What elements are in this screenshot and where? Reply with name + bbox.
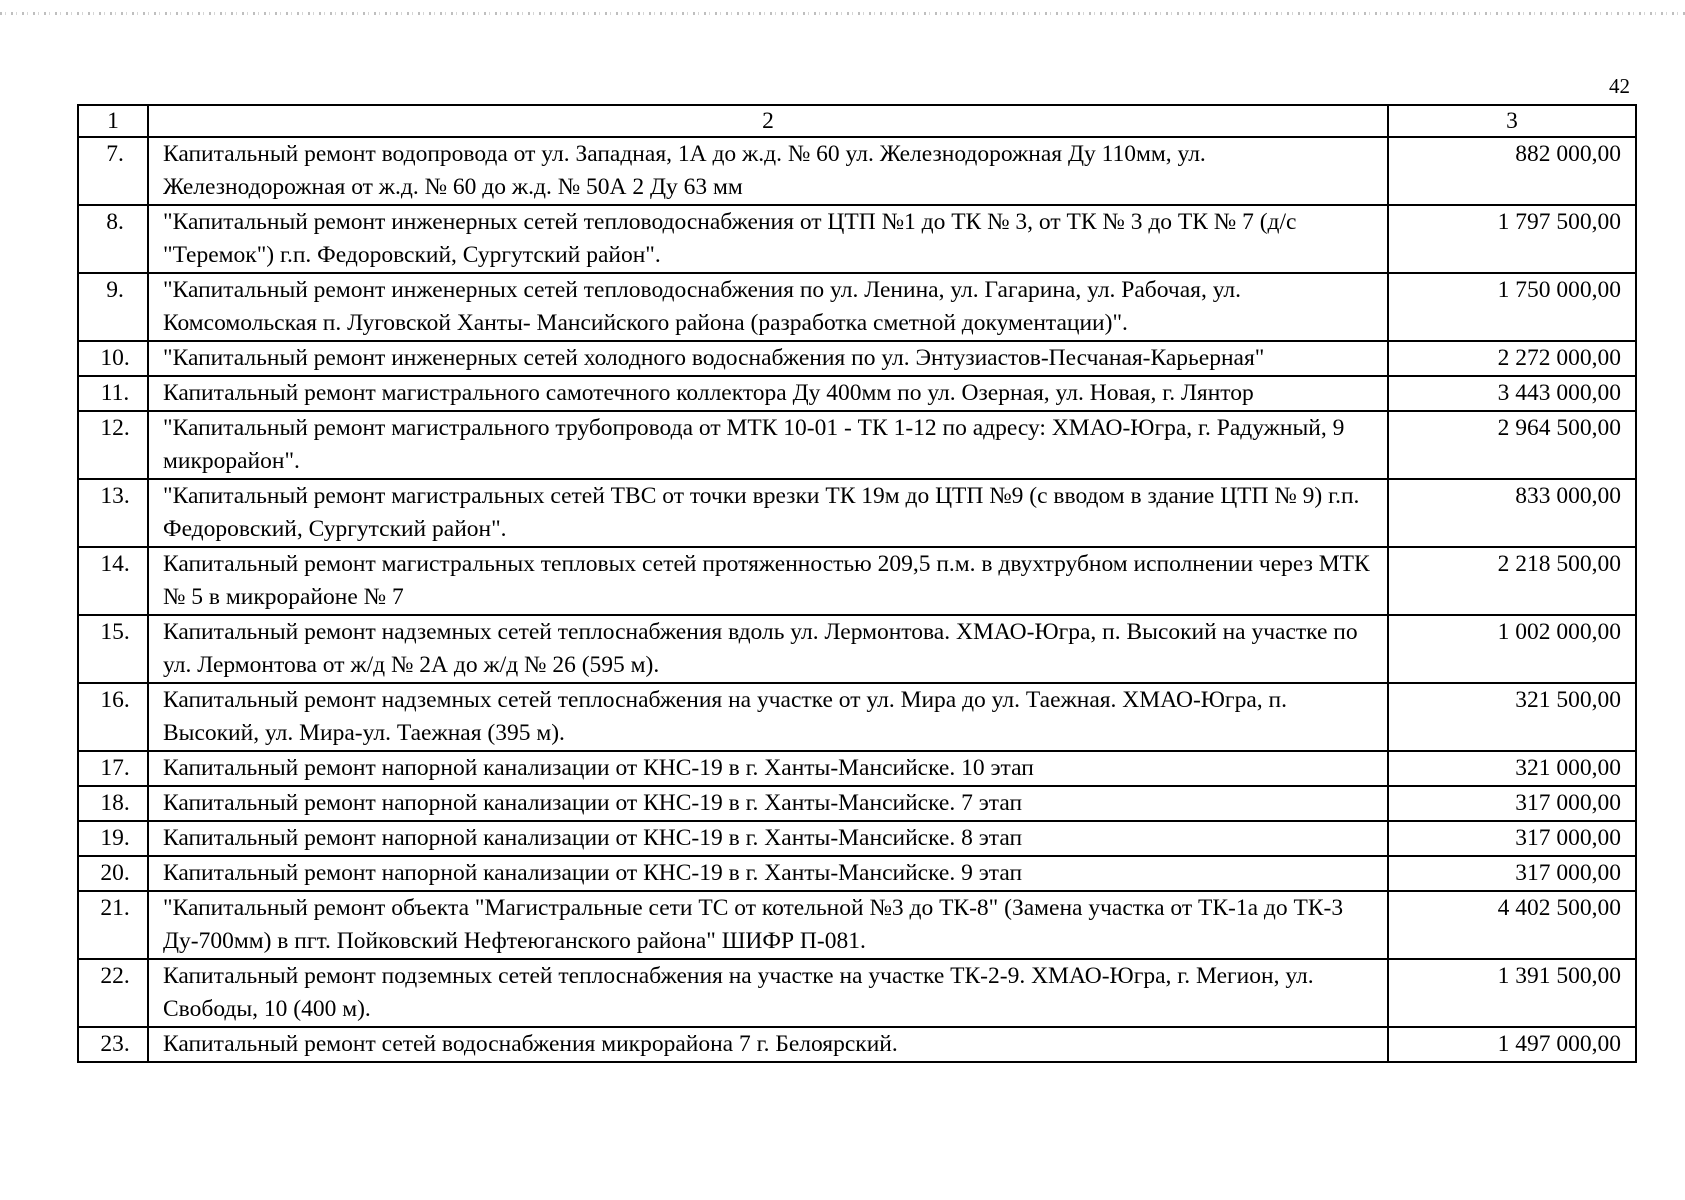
row-number-cell: 13. — [78, 479, 148, 547]
row-amount-cell: 1 797 500,00 — [1388, 205, 1636, 273]
table-row — [78, 683, 1636, 751]
row-number-cell: 16. — [78, 683, 148, 751]
scan-noise-line — [0, 12, 1685, 15]
row-amount-cell: 1 750 000,00 — [1388, 273, 1636, 341]
table-row — [78, 273, 1636, 341]
row-number-cell: 17. — [78, 751, 148, 786]
table-row — [78, 137, 1636, 205]
table-row — [78, 786, 1636, 821]
table-row — [78, 959, 1636, 1027]
row-description-cell: "Капитальный ремонт магистрального трубопровода от МТК 10-01 - ТК 1-12 по адресу: ХМАО-Югра, г. Радужный, 9 микрорайон". — [148, 411, 1388, 479]
row-number-cell: 11. — [78, 376, 148, 411]
row-amount-cell: 4 402 500,00 — [1388, 891, 1636, 959]
row-number-cell: 15. — [78, 615, 148, 683]
row-amount-cell: 317 000,00 — [1388, 786, 1636, 821]
row-number-cell: 9. — [78, 273, 148, 341]
row-description-cell: Капитальный ремонт надземных сетей теплоснабжения вдоль ул. Лермонтова. ХМАО-Югра, п. Высокий на участке по ул. Лермонтова от ж/д № 2А до ж/д № 26 (595 м). — [148, 615, 1388, 683]
table-row — [78, 341, 1636, 376]
row-amount-cell: 3 443 000,00 — [1388, 376, 1636, 411]
table-header-row — [78, 105, 1636, 137]
row-number-cell: 12. — [78, 411, 148, 479]
row-number-cell: 8. — [78, 205, 148, 273]
row-number-cell: 19. — [78, 821, 148, 856]
row-number-cell: 7. — [78, 137, 148, 205]
row-amount-cell: 317 000,00 — [1388, 821, 1636, 856]
row-description-cell: "Капитальный ремонт инженерных сетей тепловодоснабжения от ЦТП №1 до ТК № 3, от ТК № 3 до ТК № 7 (д/с "Теремок") г.п. Федоровский, Сургутский район". — [148, 205, 1388, 273]
row-number-cell: 14. — [78, 547, 148, 615]
row-number-cell: 23. — [78, 1027, 148, 1062]
table-row — [78, 891, 1636, 959]
row-number-cell: 10. — [78, 341, 148, 376]
row-description-cell: "Капитальный ремонт магистральных сетей ТВС от точки врезки ТК 19м до ЦТП №9 (с вводом в здание ЦТП № 9) г.п. Федоровский, Сургутский район". — [148, 479, 1388, 547]
row-description-cell: Капитальный ремонт магистральных тепловых сетей протяженностью 209,5 п.м. в двухтрубном исполнении через МТК № 5 в микрорайоне № 7 — [148, 547, 1388, 615]
table-row — [78, 205, 1636, 273]
table-row — [78, 751, 1636, 786]
row-number-cell: 18. — [78, 786, 148, 821]
row-description-cell: Капитальный ремонт надземных сетей теплоснабжения на участке от ул. Мира до ул. Таежная. ХМАО-Югра, п. Высокий, ул. Мира-ул. Таежная (395 м). — [148, 683, 1388, 751]
row-description-cell: Капитальный ремонт напорной канализации от КНС-19 в г. Ханты-Мансийске. 10 этап — [148, 751, 1388, 786]
row-description-cell: Капитальный ремонт сетей водоснабжения микрорайона 7 г. Белоярский. — [148, 1027, 1388, 1062]
row-amount-cell: 1 391 500,00 — [1388, 959, 1636, 1027]
table-row — [78, 547, 1636, 615]
table-row — [78, 376, 1636, 411]
row-amount-cell: 2 218 500,00 — [1388, 547, 1636, 615]
table-row — [78, 856, 1636, 891]
table-row — [78, 615, 1636, 683]
row-description-cell: "Капитальный ремонт инженерных сетей тепловодоснабжения по ул. Ленина, ул. Гагарина, ул. Рабочая, ул. Комсомольская п. Луговской Ханты- Мансийского района (разработка сметной документации)". — [148, 273, 1388, 341]
row-number-cell: 21. — [78, 891, 148, 959]
works-table — [77, 104, 1637, 1063]
header-cell-description: 2 — [148, 105, 1388, 137]
row-amount-cell: 1 002 000,00 — [1388, 615, 1636, 683]
table-row — [78, 1027, 1636, 1062]
row-description-cell: Капитальный ремонт водопровода от ул. Западная, 1А до ж.д. № 60 ул. Железнодорожная Ду 110мм, ул. Железнодорожная от ж.д. № 60 до ж.д. № 50А 2 Ду 63 мм — [148, 137, 1388, 205]
row-description-cell: Капитальный ремонт напорной канализации от КНС-19 в г. Ханты-Мансийске. 9 этап — [148, 856, 1388, 891]
row-description-cell: "Капитальный ремонт объекта "Магистральные сети ТС от котельной №3 до ТК-8" (Замена участка от ТК-1а до ТК-3 Ду-700мм) в пгт. Пойковский Нефтеюганского района" ШИФР П-081. — [148, 891, 1388, 959]
row-amount-cell: 833 000,00 — [1388, 479, 1636, 547]
page-number: 42 — [1609, 74, 1630, 98]
row-description-cell: Капитальный ремонт магистрального самотечного коллектора Ду 400мм по ул. Озерная, ул. Новая, г. Лянтор — [148, 376, 1388, 411]
header-cell-number: 1 — [78, 105, 148, 137]
row-description-cell: Капитальный ремонт подземных сетей теплоснабжения на участке на участке ТК-2-9. ХМАО-Югра, г. Мегион, ул. Свободы, 10 (400 м). — [148, 959, 1388, 1027]
row-amount-cell: 2 272 000,00 — [1388, 341, 1636, 376]
table-row — [78, 821, 1636, 856]
row-description-cell: Капитальный ремонт напорной канализации от КНС-19 в г. Ханты-Мансийске. 7 этап — [148, 786, 1388, 821]
row-amount-cell: 1 497 000,00 — [1388, 1027, 1636, 1062]
row-amount-cell: 321 500,00 — [1388, 683, 1636, 751]
table-row — [78, 411, 1636, 479]
row-description-cell: Капитальный ремонт напорной канализации от КНС-19 в г. Ханты-Мансийске. 8 этап — [148, 821, 1388, 856]
row-number-cell: 20. — [78, 856, 148, 891]
row-amount-cell: 2 964 500,00 — [1388, 411, 1636, 479]
row-description-cell: "Капитальный ремонт инженерных сетей холодного водоснабжения по ул. Энтузиастов-Песчаная-Карьерная" — [148, 341, 1388, 376]
table-row — [78, 479, 1636, 547]
row-amount-cell: 317 000,00 — [1388, 856, 1636, 891]
row-amount-cell: 321 000,00 — [1388, 751, 1636, 786]
header-cell-amount: 3 — [1388, 105, 1636, 137]
row-number-cell: 22. — [78, 959, 148, 1027]
row-amount-cell: 882 000,00 — [1388, 137, 1636, 205]
